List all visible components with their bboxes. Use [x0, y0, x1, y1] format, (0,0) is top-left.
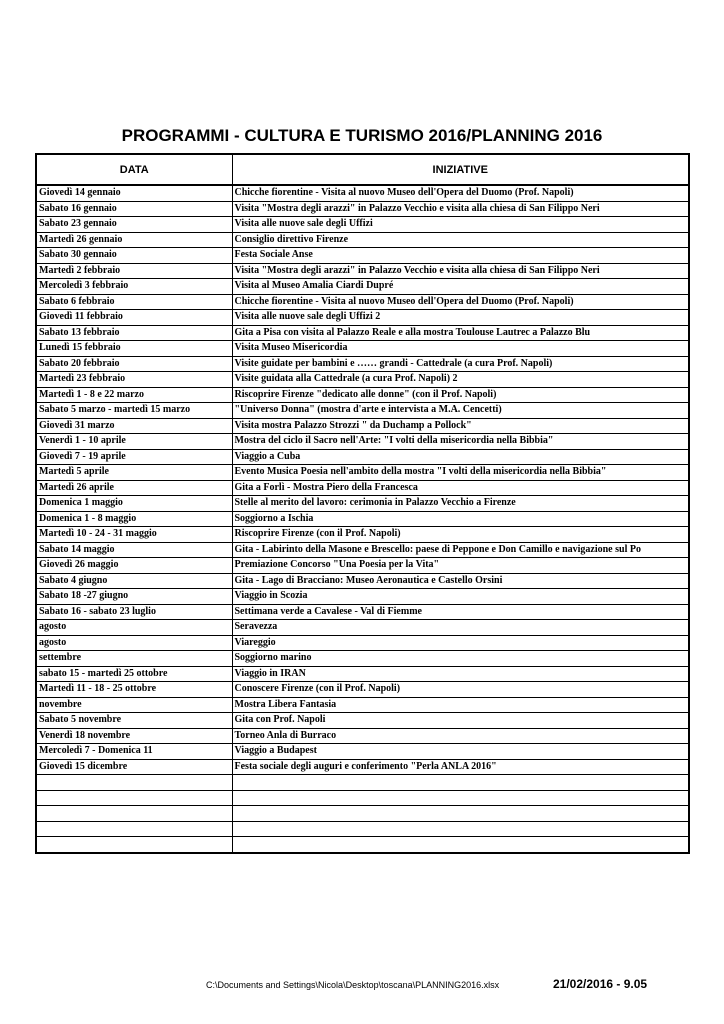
table-row [36, 325, 689, 341]
table-row [36, 775, 689, 791]
date-cell: Sabato 6 febbraio [36, 294, 232, 310]
table-row [36, 217, 689, 233]
initiative-cell [232, 775, 689, 791]
table-row [36, 263, 689, 279]
initiative-cell: Soggiorno a Ischia [232, 511, 689, 527]
date-cell: Venerdì 18 novembre [36, 728, 232, 744]
date-cell: Giovedì 15 dicembre [36, 759, 232, 775]
initiative-cell [232, 790, 689, 806]
date-cell: Sabato 5 marzo - martedì 15 marzo [36, 403, 232, 419]
initiative-cell: Gita - Labirinto della Masone e Brescello: paese di Peppone e Don Camillo e navigazione sul Po [232, 542, 689, 558]
table-row [36, 279, 689, 295]
initiative-cell [232, 821, 689, 837]
date-cell: Martedì 10 - 24 - 31 maggio [36, 527, 232, 543]
date-cell [36, 837, 232, 853]
table-row [36, 511, 689, 527]
date-cell: Mercoledì 7 - Domenica 11 [36, 744, 232, 760]
date-cell: agosto [36, 635, 232, 651]
initiative-cell: Viaggio in IRAN [232, 666, 689, 682]
initiative-cell: Seravezza [232, 620, 689, 636]
date-cell: Martedì 2 febbraio [36, 263, 232, 279]
date-cell: agosto [36, 620, 232, 636]
table-row [36, 790, 689, 806]
date-cell: Giovedì 7 - 19 aprile [36, 449, 232, 465]
table-row [36, 635, 689, 651]
table-row [36, 449, 689, 465]
initiative-cell: Chicche fiorentine - Visita al nuovo Museo dell'Opera del Duomo (Prof. Napoli) [232, 185, 689, 201]
date-cell: Lunedì 15 febbraio [36, 341, 232, 357]
initiative-cell: Festa sociale degli auguri e conferimento "Perla ANLA 2016" [232, 759, 689, 775]
initiative-cell: Visita alle nuove sale degli Uffizi 2 [232, 310, 689, 326]
table-row [36, 837, 689, 853]
planning-table [35, 153, 690, 854]
table-header-row [36, 154, 689, 185]
initiative-cell: Stelle al merito del lavoro: cerimonia in Palazzo Vecchio a Firenze [232, 496, 689, 512]
initiative-cell: Visita mostra Palazzo Strozzi " da Duchamp a Pollock" [232, 418, 689, 434]
date-cell: Martedì 1 - 8 e 22 marzo [36, 387, 232, 403]
initiative-cell: Mostra del ciclo il Sacro nell'Arte: "I volti della misericordia nella Bibbia" [232, 434, 689, 450]
table-row [36, 232, 689, 248]
initiative-cell: Visita "Mostra degli arazzi" in Palazzo Vecchio e visita alla chiesa di San Filippo Neri [232, 201, 689, 217]
date-cell [36, 806, 232, 822]
initiative-cell: Gita a Forlì - Mostra Piero della Francesca [232, 480, 689, 496]
initiative-cell: "Universo Donna" (mostra d'arte e intervista a M.A. Cencetti) [232, 403, 689, 419]
initiative-cell [232, 837, 689, 853]
table-row [36, 573, 689, 589]
date-cell: Giovedì 14 gennaio [36, 185, 232, 201]
column-header-data: DATA [36, 154, 232, 185]
initiative-cell: Visita Museo Misericordia [232, 341, 689, 357]
initiative-cell: Gita - Lago di Bracciano: Museo Aeronautica e Castello Orsini [232, 573, 689, 589]
date-cell: Sabato 18 -27 giugno [36, 589, 232, 605]
initiative-cell: Riscoprire Firenze (con il Prof. Napoli) [232, 527, 689, 543]
initiative-cell: Visite guidata alla Cattedrale (a cura Prof. Napoli) 2 [232, 372, 689, 388]
date-cell: settembre [36, 651, 232, 667]
table-row [36, 542, 689, 558]
table-row [36, 697, 689, 713]
initiative-cell: Mostra Libera Fantasia [232, 697, 689, 713]
table-row [36, 403, 689, 419]
table-row [36, 248, 689, 264]
table-row [36, 418, 689, 434]
initiative-cell: Visite guidate per bambini e …… grandi - Cattedrale (a cura Prof. Napoli) [232, 356, 689, 372]
footer-file-path: C:\Documents and Settings\Nicola\Desktop\toscana\PLANNING2016.xlsx [206, 980, 500, 990]
date-cell: Sabato 30 gennaio [36, 248, 232, 264]
footer-datetime: 21/02/2016 - 9.05 [553, 977, 648, 991]
date-cell: Sabato 23 gennaio [36, 217, 232, 233]
date-cell: Martedì 26 aprile [36, 480, 232, 496]
table-row [36, 201, 689, 217]
table-row [36, 728, 689, 744]
date-cell: Sabato 13 febbraio [36, 325, 232, 341]
table-row [36, 806, 689, 822]
initiative-cell [232, 806, 689, 822]
initiative-cell: Viaggio a Cuba [232, 449, 689, 465]
initiative-cell: Visita "Mostra degli arazzi" in Palazzo Vecchio e visita alla chiesa di San Filippo Neri [232, 263, 689, 279]
initiative-cell: Gita con Prof. Napoli [232, 713, 689, 729]
table-row [36, 387, 689, 403]
page-title: PROGRAMMI - CULTURA E TURISMO 2016/PLANNING 2016 [121, 126, 603, 145]
date-cell: Giovedì 11 febbraio [36, 310, 232, 326]
date-cell: Sabato 20 febbraio [36, 356, 232, 372]
table-row [36, 620, 689, 636]
initiative-cell: Viareggio [232, 635, 689, 651]
date-cell: Sabato 16 gennaio [36, 201, 232, 217]
initiative-cell: Gita a Pisa con visita al Palazzo Reale e alla mostra Toulouse Lautrec a Palazzo Blu [232, 325, 689, 341]
date-cell: Mercoledì 3 febbraio [36, 279, 232, 295]
table-row [36, 434, 689, 450]
table-row [36, 713, 689, 729]
table-row [36, 356, 689, 372]
date-cell [36, 775, 232, 791]
initiative-cell: Viaggio in Scozia [232, 589, 689, 605]
initiative-cell: Chicche fiorentine - Visita al nuovo Museo dell'Opera del Duomo (Prof. Napoli) [232, 294, 689, 310]
date-cell: Giovedì 26 maggio [36, 558, 232, 574]
date-cell: sabato 15 - martedì 25 ottobre [36, 666, 232, 682]
date-cell: Martedì 5 aprile [36, 465, 232, 481]
initiative-cell: Riscoprire Firenze "dedicato alle donne" (con il Prof. Napoli) [232, 387, 689, 403]
date-cell: Domenica 1 maggio [36, 496, 232, 512]
initiative-cell: Evento Musica Poesia nell'ambito della mostra "I volti della misericordia nella Bibbia" [232, 465, 689, 481]
initiative-cell: Visita alle nuove sale degli Uffizi [232, 217, 689, 233]
table-row [36, 341, 689, 357]
initiative-cell: Conoscere Firenze (con il Prof. Napoli) [232, 682, 689, 698]
table-row [36, 666, 689, 682]
date-cell: Giovedì 31 marzo [36, 418, 232, 434]
initiative-cell: Consiglio direttivo Firenze [232, 232, 689, 248]
date-cell: Martedì 11 - 18 - 25 ottobre [36, 682, 232, 698]
date-cell: Sabato 4 giugno [36, 573, 232, 589]
date-cell: Venerdì 1 - 10 aprile [36, 434, 232, 450]
table-row [36, 185, 689, 201]
initiative-cell: Settimana verde a Cavalese - Val di Fiemme [232, 604, 689, 620]
table-row [36, 372, 689, 388]
table-row [36, 682, 689, 698]
table-row [36, 294, 689, 310]
table-row [36, 527, 689, 543]
initiative-cell: Soggiorno marino [232, 651, 689, 667]
date-cell: Martedì 26 gennaio [36, 232, 232, 248]
table-row [36, 651, 689, 667]
table-row [36, 465, 689, 481]
table-row [36, 480, 689, 496]
table-row [36, 589, 689, 605]
initiative-cell: Visita al Museo Amalia Ciardi Dupré [232, 279, 689, 295]
initiative-cell: Premiazione Concorso "Una Poesia per la Vita" [232, 558, 689, 574]
initiative-cell: Torneo Anla di Burraco [232, 728, 689, 744]
date-cell: Sabato 16 - sabato 23 luglio [36, 604, 232, 620]
table-row [36, 821, 689, 837]
date-cell: Martedì 23 febbraio [36, 372, 232, 388]
table-row [36, 310, 689, 326]
table-row [36, 604, 689, 620]
column-header-iniziative: INIZIATIVE [232, 154, 689, 185]
date-cell: novembre [36, 697, 232, 713]
date-cell: Sabato 5 novembre [36, 713, 232, 729]
table-row [36, 558, 689, 574]
table-body [36, 185, 689, 853]
date-cell [36, 821, 232, 837]
date-cell [36, 790, 232, 806]
table-row [36, 496, 689, 512]
table-row [36, 759, 689, 775]
date-cell: Sabato 14 maggio [36, 542, 232, 558]
table-row [36, 744, 689, 760]
initiative-cell: Viaggio a Budapest [232, 744, 689, 760]
date-cell: Domenica 1 - 8 maggio [36, 511, 232, 527]
initiative-cell: Festa Sociale Anse [232, 248, 689, 264]
